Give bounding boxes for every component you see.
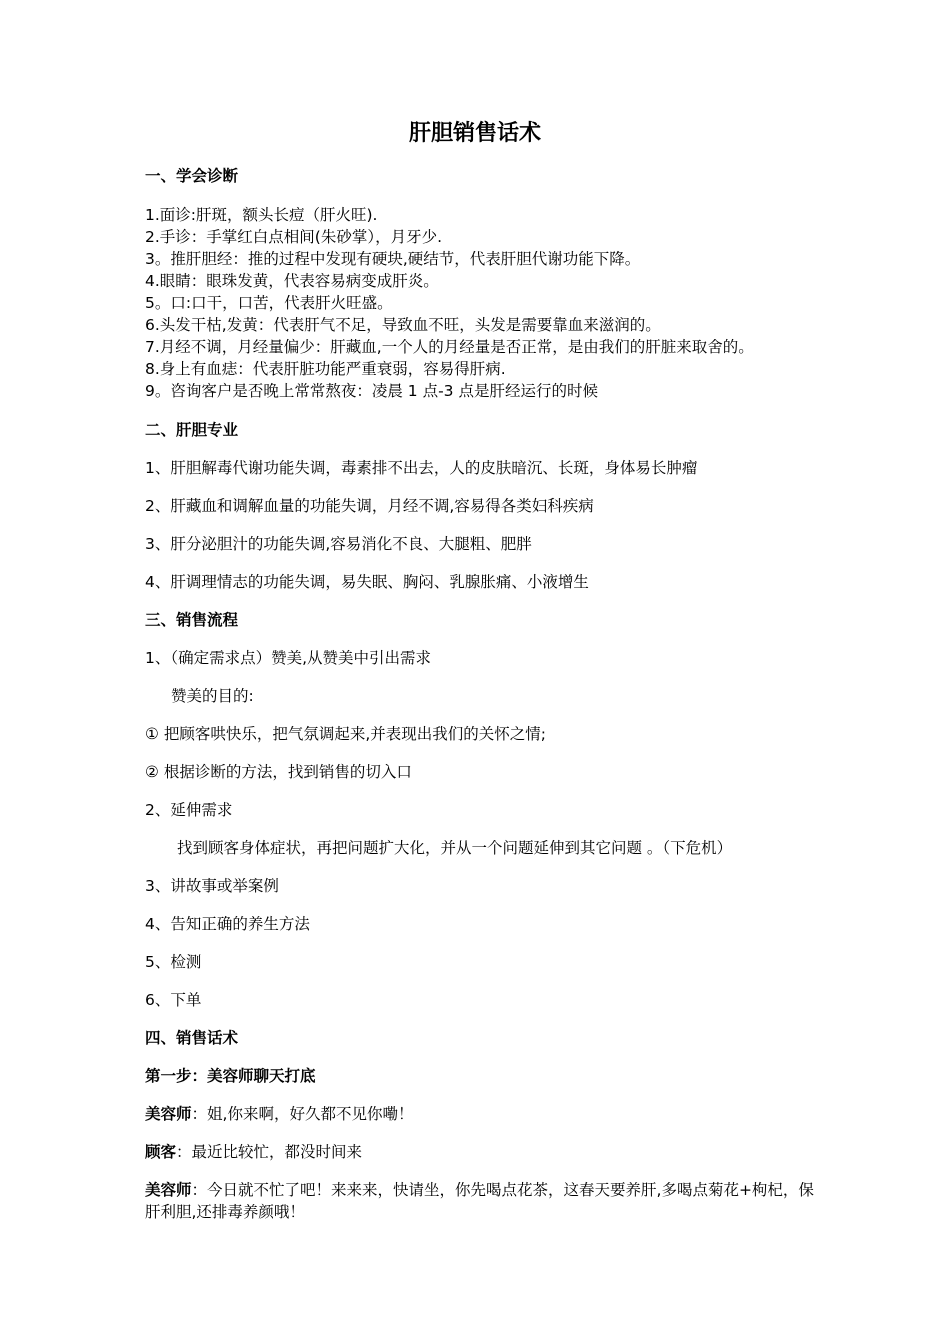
- list-item: 3。推肝胆经：推的过程中发现有硬块,硬结节，代表肝胆代谢功能下降。: [145, 250, 641, 268]
- process-step: 1、（确定需求点）赞美,从赞美中引出需求: [145, 649, 432, 667]
- list-item: 4.眼睛：眼珠发黄，代表容易病变成肝炎。: [145, 272, 439, 290]
- dialog-line: [145, 1179, 815, 1223]
- dialog-speaker: 美容师: [145, 1105, 192, 1123]
- dialog-speaker: 顾客: [145, 1143, 177, 1161]
- dialog-line: [145, 1141, 815, 1163]
- dialog-speaker: 美容师: [145, 1181, 192, 1199]
- process-step: 3、讲故事或举案例: [145, 877, 279, 895]
- list-item: 7.月经不调，月经量偏少：肝藏血,一个人的月经量是否正常，是由我们的肝脏来取舍的。: [145, 338, 754, 356]
- section-heading-professional: 二、肝胆专业: [145, 421, 239, 439]
- list-item: 4、肝调理情志的功能失调，易失眠、胸闷、乳腺胀痛、小液增生: [145, 573, 589, 591]
- process-point: ② 根据诊断的方法，找到销售的切入口: [145, 763, 412, 781]
- process-step: 5、检测: [145, 953, 202, 971]
- list-item: 1.面诊:肝斑，额头长痘（肝火旺).: [145, 206, 378, 224]
- dialog-text: ：最近比较忙，都没时间来: [176, 1143, 363, 1161]
- dialog-text: ：今日就不忙了吧！来来来，快请坐，你先喝点花茶，这春天要养肝,多喝点菊花+枸杞，保肝利胆,还排毒养颜哦！: [145, 1181, 814, 1221]
- process-step: 2、延伸需求: [145, 801, 233, 819]
- list-item: 5。口:口干，口苦，代表肝火旺盛。: [145, 294, 393, 312]
- section-heading-sales-process: 三、销售流程: [145, 611, 239, 629]
- process-point: ① 把顾客哄快乐，把气氛调起来,并表现出我们的关怀之情;: [145, 725, 546, 743]
- process-step-detail: 赞美的目的:: [171, 687, 254, 705]
- document-title: 肝胆销售话术: [408, 121, 541, 146]
- section-heading-diagnosis: 一、学会诊断: [145, 167, 239, 185]
- script-step-title: 第一步：美容师聊天打底: [145, 1067, 316, 1085]
- list-item: 8.身上有血痣：代表肝脏功能严重衰弱，容易得肝病.: [145, 360, 506, 378]
- dialog-text: ：姐,你来啊，好久都不见你嘞！: [191, 1105, 414, 1123]
- process-step-detail: 找到顾客身体症状，再把问题扩大化，并从一个问题延伸到其它问题 。（下危机）: [177, 839, 733, 857]
- section-heading-sales-script: 四、销售话术: [145, 1029, 239, 1047]
- list-item: 3、肝分泌胆汁的功能失调,容易消化不良、大腿粗、肥胖: [145, 535, 532, 553]
- list-item: 6.头发干枯,发黄：代表肝气不足，导致血不旺，头发是需要靠血来滋润的。: [145, 316, 661, 334]
- dialog-line: [145, 1103, 815, 1125]
- process-step: 4、告知正确的养生方法: [145, 915, 310, 933]
- list-item: 9。咨询客户是否晚上常常熬夜：凌晨 1 点-3 点是肝经运行的时候: [145, 382, 598, 400]
- list-item: 2、肝藏血和调解血量的功能失调，月经不调,容易得各类妇科疾病: [145, 497, 594, 515]
- list-item: 1、肝胆解毒代谢功能失调，毒素排不出去，人的皮肤暗沉、长斑，身体易长肿瘤: [145, 459, 698, 477]
- process-step: 6、下单: [145, 991, 202, 1009]
- list-item: 2.手诊：手掌红白点相间(朱砂掌），月牙少.: [145, 228, 443, 246]
